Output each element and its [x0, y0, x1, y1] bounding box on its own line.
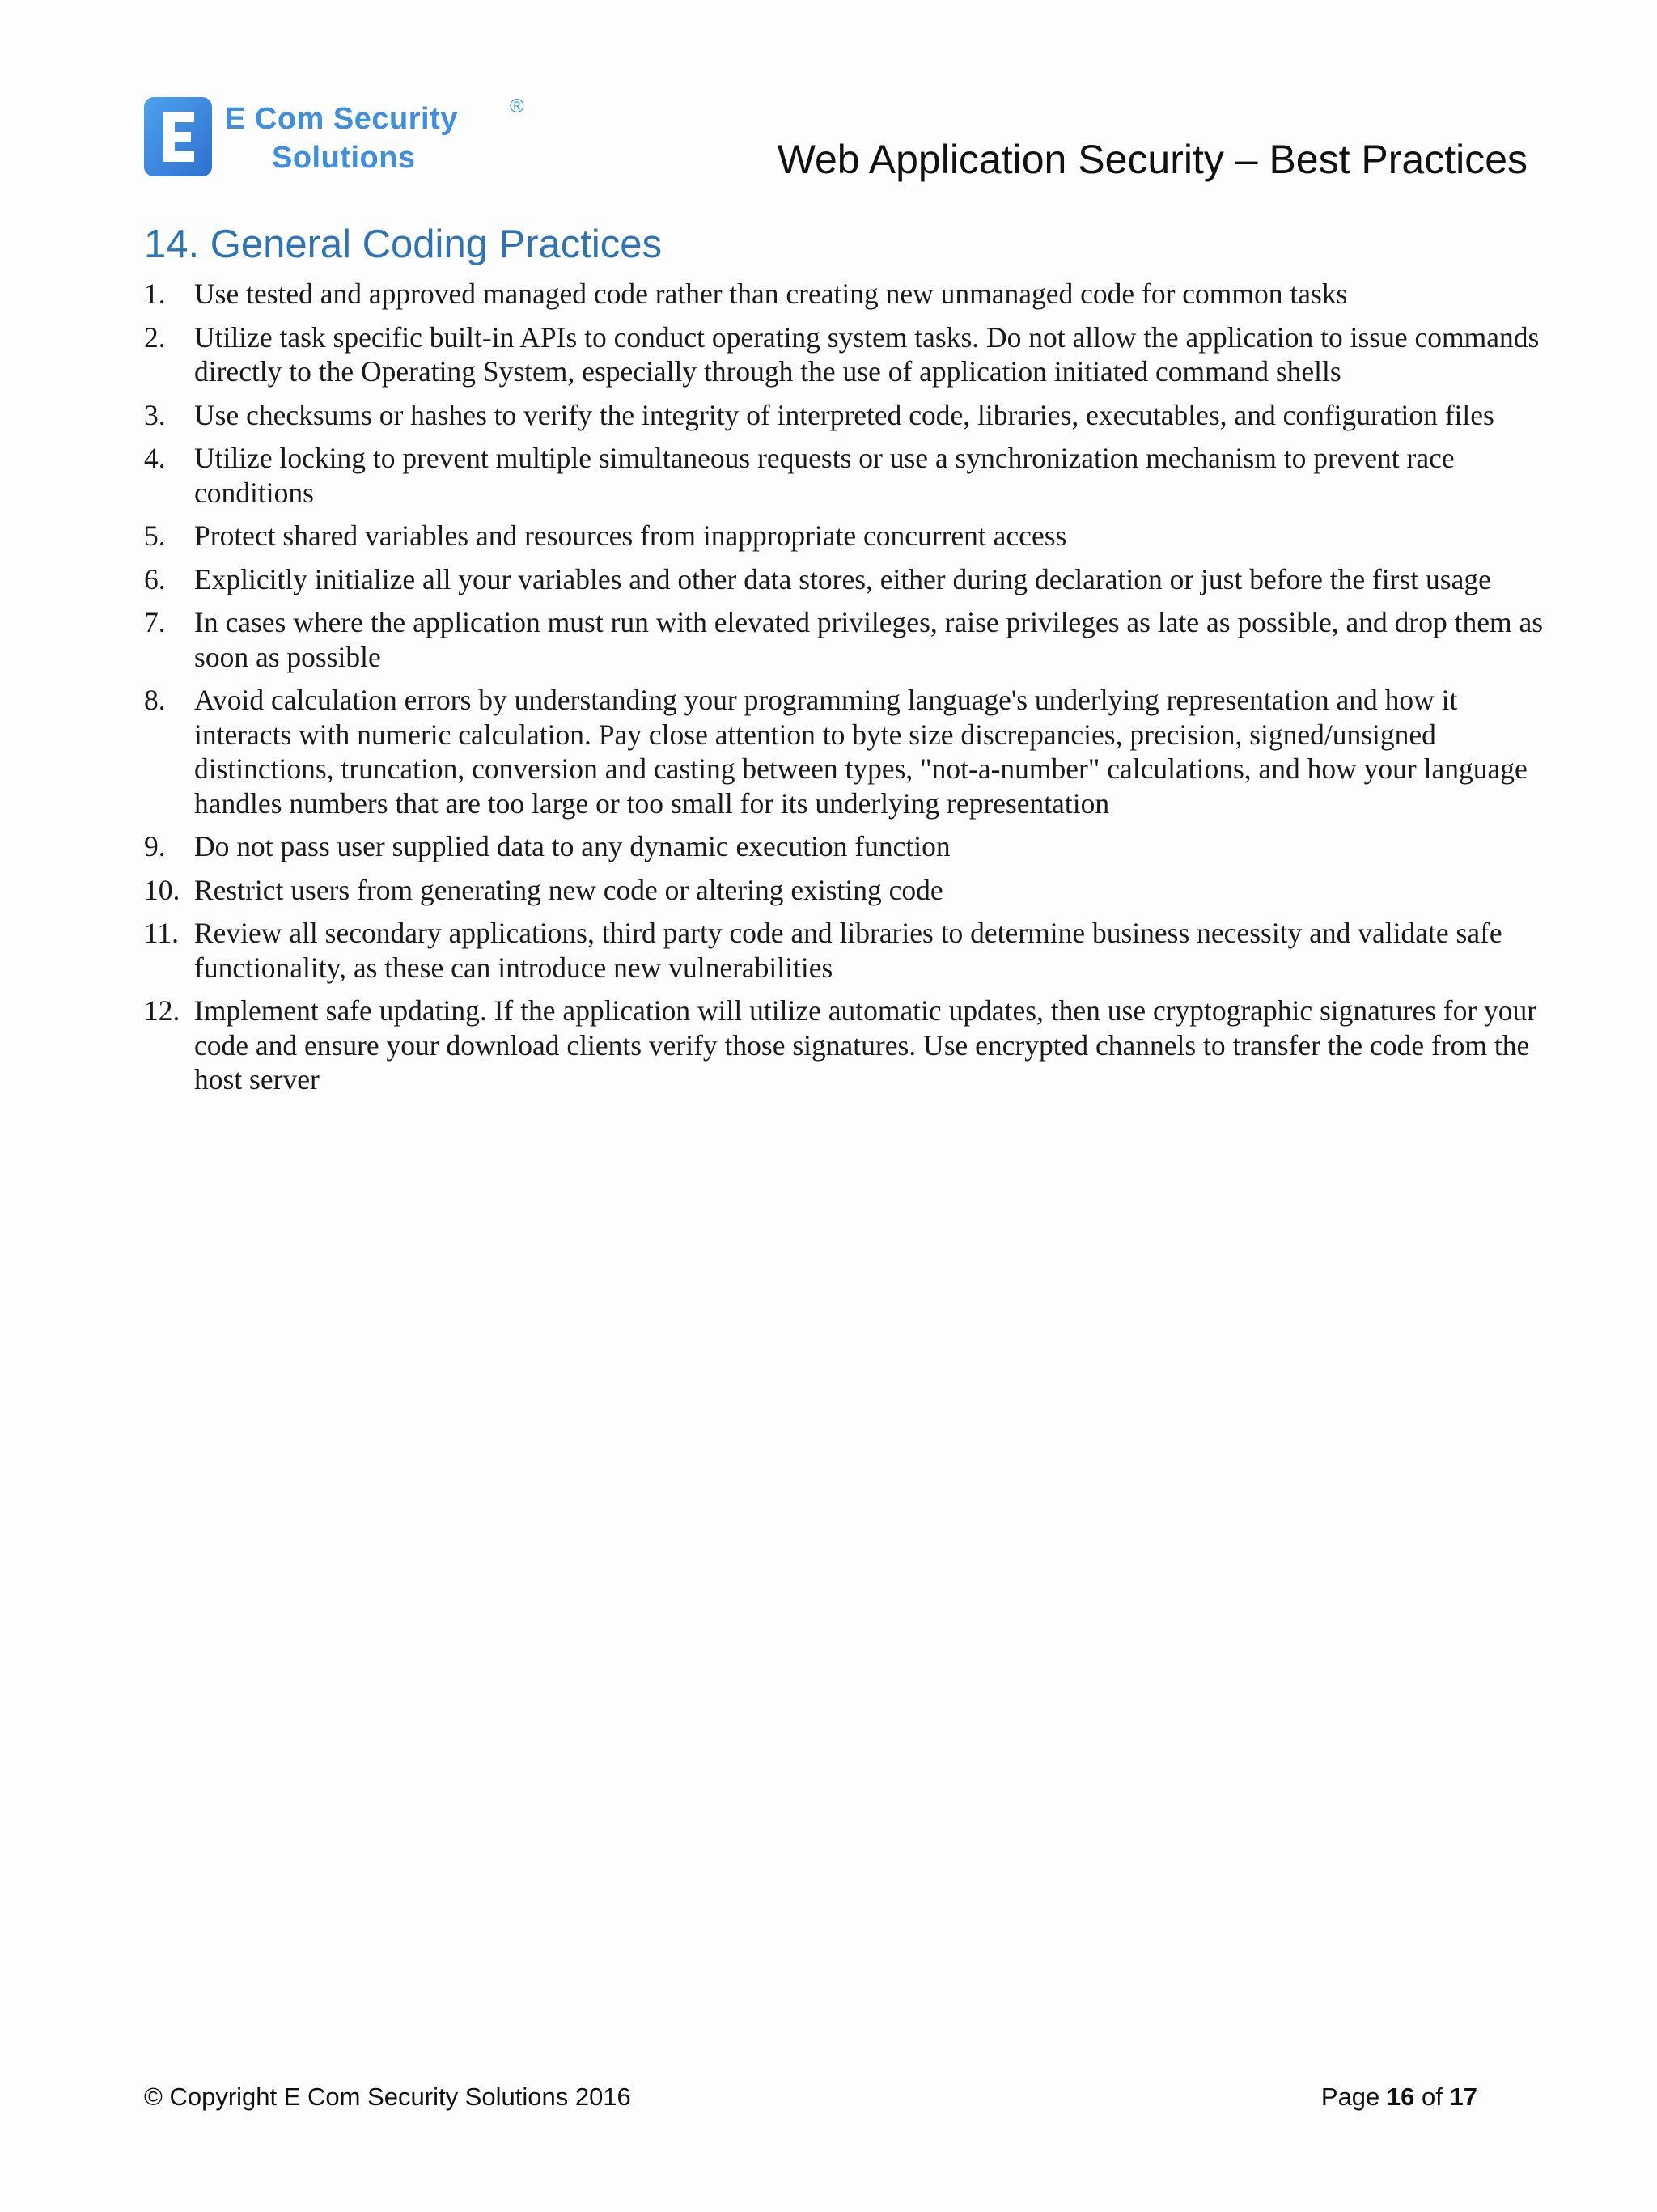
list-item-number: 7. [144, 606, 166, 638]
list-item [144, 398, 1560, 433]
list-item [144, 994, 1560, 1097]
list-item-text: Protect shared variables and resources from inappropriate concurrent access [194, 519, 1067, 552]
list-item-number: 1. [144, 278, 166, 310]
document-title: Web Application Security – Best Practices [777, 137, 1528, 182]
list-item-number: 2. [144, 320, 166, 354]
page-of: of [1422, 2083, 1443, 2111]
list-item-number: 5. [144, 519, 166, 552]
list-item [144, 683, 1560, 820]
list-item-number: 11. [144, 917, 180, 949]
list-item [144, 519, 1560, 553]
list-item [144, 829, 1560, 864]
page-current: 16 [1386, 2083, 1415, 2111]
list-item [144, 873, 1560, 908]
list-item-number: 9. [144, 830, 166, 862]
page-number [1321, 2083, 1477, 2112]
section-heading: 14. General Coding Practices [144, 222, 663, 266]
list-item [144, 320, 1560, 389]
copyright-footer: © Copyright E Com Security Solutions 2016 [144, 2083, 631, 2111]
list-item-text: Utilize task specific built-in APIs to conduct operating system tasks. Do not allow the application to issue commands directly to the Operating System, especially through the use of application initiated command shells [194, 320, 1540, 388]
list-item [144, 277, 1560, 311]
list-item-text: Do not pass user supplied data to any dynamic execution function [194, 830, 951, 862]
list-item-number: 4. [144, 442, 166, 474]
list-item [144, 441, 1560, 510]
list-item-text: In cases where the application must run with elevated privileges, raise privileges as late as possible, and drop them as soon as possible [194, 606, 1544, 673]
list-item-text: Explicitly initialize all your variables and other data stores, either during declaration or just before the first usage [194, 562, 1491, 595]
list-item-text: Implement safe updating. If the application will utilize automatic updates, then use cryptographic signatures for your code and ensure your download clients verify those signatures. Use encrypted channels to transfer the code from the host server [194, 994, 1537, 1095]
logo-text-line2: Solutions [272, 141, 416, 175]
list-item-number: 10. [144, 873, 180, 906]
list-item-text: Avoid calculation errors by understanding your programming language's underlying representation and how it interacts with numeric calculation. Pay close attention to byte size discrepancies, precision, signed/unsigned distinctions, truncation, conversion and casting between types, "not-a-number" calculations, and how your language handles numbers that are too large or too small for its underlying representation [194, 684, 1528, 820]
list-item-text: Use tested and approved managed code rather than creating new unmanaged code for common tasks [194, 278, 1348, 310]
list-item-number: 3. [144, 398, 166, 431]
list-item [144, 562, 1560, 597]
company-logo [144, 95, 549, 184]
page-prefix: Page [1320, 2083, 1380, 2111]
logo-text-line1: E Com Security [225, 102, 458, 136]
list-item-number: 6. [144, 562, 166, 595]
list-item-number: 12. [144, 994, 180, 1027]
list-item-text: Review all secondary applications, third party code and libraries to determine business necessity and validate safe functionality, as these can introduce new vulnerabilities [194, 917, 1502, 984]
registered-mark: ® [510, 95, 524, 117]
list-item-text: Use checksums or hashes to verify the integrity of interpreted code, libraries, executables, and configuration files [194, 398, 1494, 431]
list-item-number: 8. [144, 684, 166, 716]
logo-e-mark-icon [144, 97, 212, 176]
list-item-text: Restrict users from generating new code or altering existing code [194, 873, 943, 906]
practice-list [144, 277, 1560, 1106]
list-item-text: Utilize locking to prevent multiple simultaneous requests or use a synchronization mechanism to prevent race conditions [194, 442, 1455, 509]
list-item [144, 605, 1560, 674]
page-total: 17 [1449, 2083, 1477, 2111]
list-item [144, 916, 1560, 985]
